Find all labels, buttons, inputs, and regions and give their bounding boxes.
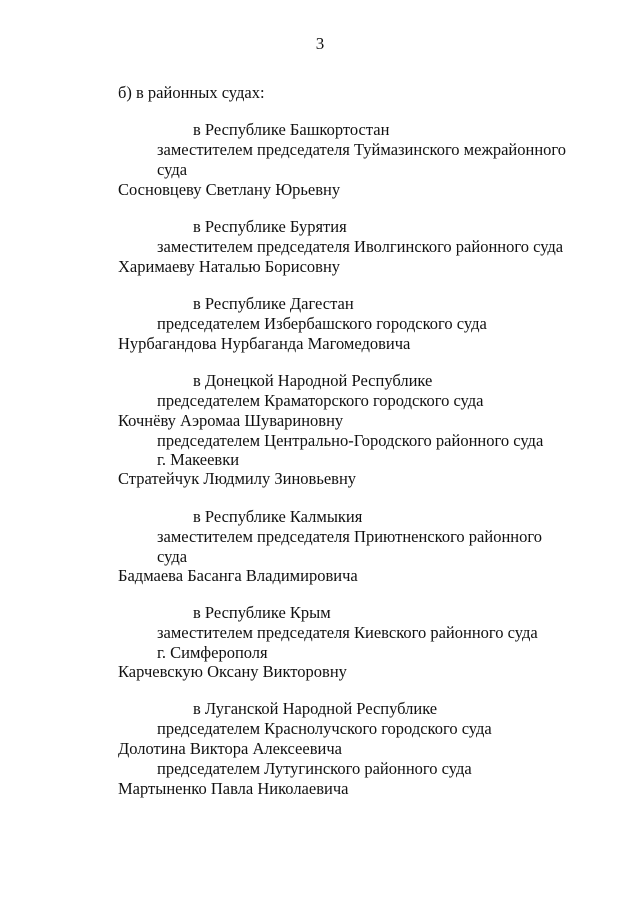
- region-title: в Республике Башкортостан: [193, 120, 390, 139]
- position-line: председателем Краснолучского городского суда: [157, 719, 492, 738]
- position-line: заместителем председателя Туймазинского межрайонного: [157, 140, 567, 159]
- position-line: заместителем председателя Киевского районного суда: [157, 623, 538, 642]
- position-line: г. Макеевки: [157, 450, 240, 469]
- position-line: суда: [157, 547, 188, 566]
- appointee-name: Долотина Виктора Алексеевича: [118, 739, 342, 758]
- position-line: председателем Избербашского городского суда: [157, 314, 487, 333]
- position-line: председателем Краматорского городского суда: [157, 391, 484, 410]
- region-title: в Республике Дагестан: [193, 294, 354, 313]
- appointee-name: Нурбагандова Нурбаганда Магомедовича: [118, 334, 411, 353]
- position-line: суда: [157, 160, 188, 179]
- appointee-name: Сосновцеву Светлану Юрьевну: [118, 180, 341, 199]
- page-number: 3: [315, 34, 325, 53]
- position-line: председателем Центрально-Городского районного суда: [157, 431, 544, 450]
- region-title: в Республике Бурятия: [193, 217, 347, 236]
- region-title: в Республике Калмыкия: [193, 507, 363, 526]
- appointee-name: Бадмаева Басанга Владимировича: [118, 566, 358, 585]
- position-line: г. Симферополя: [157, 643, 268, 662]
- section-heading: б) в районных судах:: [118, 83, 265, 102]
- region-title: в Донецкой Народной Республике: [193, 371, 433, 390]
- position-line: председателем Лутугинского районного суда: [157, 759, 472, 778]
- region-title: в Луганской Народной Республике: [193, 699, 438, 718]
- region-title: в Республике Крым: [193, 603, 331, 622]
- appointee-name: Кочнёву Аэромаа Шувариновну: [118, 411, 344, 430]
- appointee-name: Стратейчук Людмилу Зиновьевну: [118, 469, 357, 488]
- position-line: заместителем председателя Иволгинского районного суда: [157, 237, 564, 256]
- position-line: заместителем председателя Приютненского районного: [157, 527, 542, 546]
- appointee-name: Мартыненко Павла Николаевича: [118, 779, 349, 798]
- appointee-name: Карчевскую Оксану Викторовну: [118, 662, 347, 681]
- appointee-name: Харимаеву Наталью Борисовну: [118, 257, 341, 276]
